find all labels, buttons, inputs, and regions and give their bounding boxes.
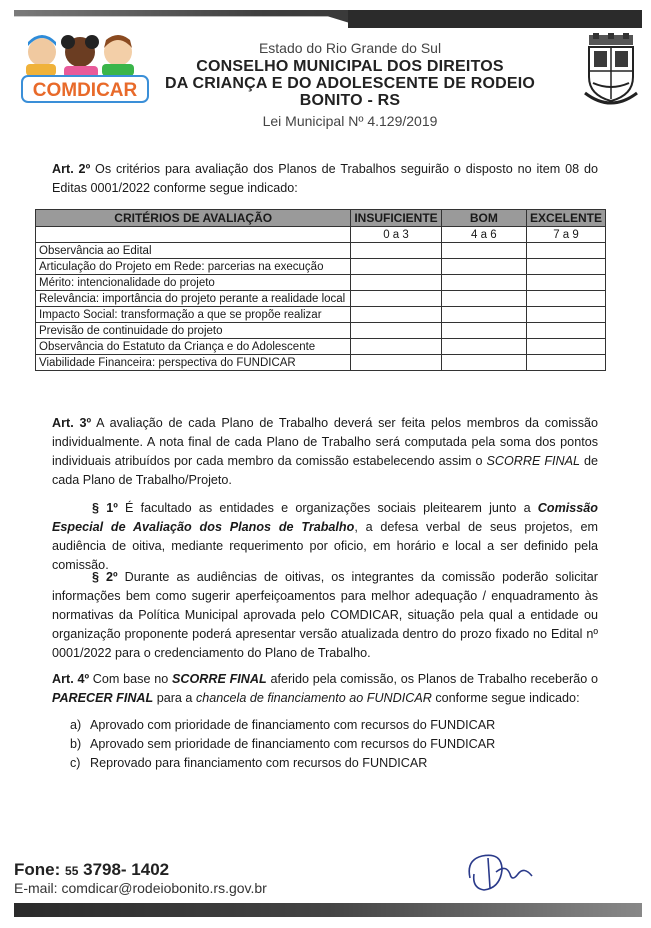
paragraph-1-emphasis: Comissão Especial de Avaliação dos Planos de Trabalho <box>52 501 598 534</box>
list-item <box>70 754 495 773</box>
comdicar-logo <box>20 30 150 104</box>
paragraph-1-text: É facultado as entidades e organizações sociais pleitearem junto a <box>117 501 538 515</box>
table-range-row <box>36 227 606 243</box>
article-2-label: Art. 2º <box>52 162 91 176</box>
logo-text: COMDICAR <box>32 80 138 101</box>
table-row <box>36 355 606 371</box>
item-text: Reprovado para financiamento com recursos do FUNDICAR <box>90 756 428 770</box>
criterion-label: Observância do Estatuto da Criança e do Adolescente <box>36 339 351 355</box>
table-row <box>36 243 606 259</box>
paragraph-2-text: Durante as audiências de oitivas, os integrantes da comissão poderão solicitar informações bem como sugerir aperfeiçoamentos para melhor adequação / enquadramento às normativas da Política Municipal aprovada pelo COMDICAR, situação pela qual a entidade ou organização proponente poderá apresentar versão atualizada dentro do prozo fixado no Edital nº 0001/2022 para o credenciamento do Plano de Trabalho. <box>52 570 598 660</box>
level-range-excelente: 7 a 9 <box>526 227 605 243</box>
footer-decor-bar <box>14 903 642 917</box>
item-text: Aprovado com prioridade de financiamento com recursos do FUNDICAR <box>90 718 496 732</box>
list-item <box>70 716 495 735</box>
coat-of-arms <box>583 33 639 109</box>
article-3-text: A avaliação de cada Plano de Trabalho deverá ser feita pelos membros da comissão individualmente. A nota final de cada Plano de Trabalho será computada pela soma dos pontos individuais atribuídos por cada membro da comissão estabelecendo assim o <box>52 416 598 468</box>
criterion-label: Impacto Social: transformação a que se propõe realizar <box>36 307 351 323</box>
signature <box>462 848 542 896</box>
paragraph-1 <box>52 499 598 575</box>
article-2-text: Os critérios para avaliação dos Planos de Trabalhos seguirão o disposto no item 08 do Editas 0001/2022 conforme segue indicado: <box>52 162 598 195</box>
article-4-parecer: PARECER FINAL <box>52 691 154 705</box>
level-range-bom: 4 a 6 <box>441 227 526 243</box>
paragraph-2-label: § 2º <box>92 570 118 584</box>
municipal-law: Lei Municipal Nº 4.129/2019 <box>262 113 438 129</box>
table-row <box>36 339 606 355</box>
outcome-list <box>70 716 495 773</box>
table-row <box>36 275 606 291</box>
criterion-label: Previsão de continuidade do projeto <box>36 323 351 339</box>
item-letter: a) <box>70 718 82 732</box>
item-letter: c) <box>70 756 81 770</box>
phone-label: Fone: <box>14 860 61 879</box>
email: E-mail: comdicar@rodeiobonito.rs.gov.br <box>14 880 267 896</box>
criteria-table <box>35 209 606 371</box>
criterion-label: Viabilidade Financeira: perspectiva do FUNDICAR <box>36 355 351 371</box>
article-4-text-2: aferido pela comissão, os Planos de Trabalho receberão o <box>266 672 599 686</box>
phone <box>14 860 169 880</box>
paragraph-2 <box>52 568 598 663</box>
article-4-text-3: para a <box>153 691 196 705</box>
article-4-label: Art. 4º <box>52 672 90 686</box>
article-2 <box>52 160 598 198</box>
article-4-text-4: conforme segue indicado: <box>431 691 580 705</box>
article-3-emphasis: SCORRE FINAL <box>486 454 581 468</box>
article-4-score: SCORRE FINAL <box>171 672 267 686</box>
paragraph-1-label: § 1º <box>92 501 118 515</box>
article-4-text: Com base no <box>89 672 172 686</box>
table-row <box>36 259 606 275</box>
criteria-column-header: CRITÉRIOS DE AVALIAÇÃO <box>36 210 351 227</box>
table-row <box>36 291 606 307</box>
paragraph-1-text-end: , a defesa verbal de seus projetos, em audiência de oitiva, mediante requerimento por oficio, em horário e local a ser definido pela comissão. <box>52 520 598 572</box>
article-3 <box>52 414 598 490</box>
table-header-row <box>36 210 606 227</box>
document-header <box>150 40 550 129</box>
level-header-insuficiente: INSUFICIENTE <box>351 210 441 227</box>
table-row <box>36 307 606 323</box>
council-title-line1: CONSELHO MUNICIPAL DOS DIREITOS <box>196 58 504 75</box>
header-decor-bar-right <box>348 10 642 28</box>
level-header-excelente: EXCELENTE <box>526 210 605 227</box>
phone-number: 3798- 1402 <box>83 860 170 879</box>
article-4 <box>52 670 598 708</box>
article-3-text-end: de cada Plano de Trabalho/Projeto. <box>52 454 598 487</box>
table-row <box>36 323 606 339</box>
article-4-chancela: chancela de financiamento ao FUNDICAR <box>195 691 432 705</box>
phone-country-code: 55 <box>65 864 79 878</box>
list-item <box>70 735 495 754</box>
state-name: Estado do Rio Grande do Sul <box>258 40 442 56</box>
criterion-label: Mérito: intencionalidade do projeto <box>36 275 351 291</box>
level-range-insuficiente: 0 a 3 <box>351 227 441 243</box>
item-letter: b) <box>70 737 82 751</box>
council-title-line2: DA CRIANÇA E DO ADOLESCENTE DE RODEIO BONITO - RS <box>164 75 536 109</box>
criterion-label: Articulação do Projeto em Rede: parcerias na execução <box>36 259 351 275</box>
article-3-label: Art. 3º <box>52 416 92 430</box>
criterion-label: Observância ao Edital <box>36 243 351 259</box>
level-header-bom: BOM <box>441 210 526 227</box>
criterion-label: Relevância: importância do projeto perante a realidade local <box>36 291 351 307</box>
item-text: Aprovado sem prioridade de financiamento com recursos do FUNDICAR <box>90 737 496 751</box>
